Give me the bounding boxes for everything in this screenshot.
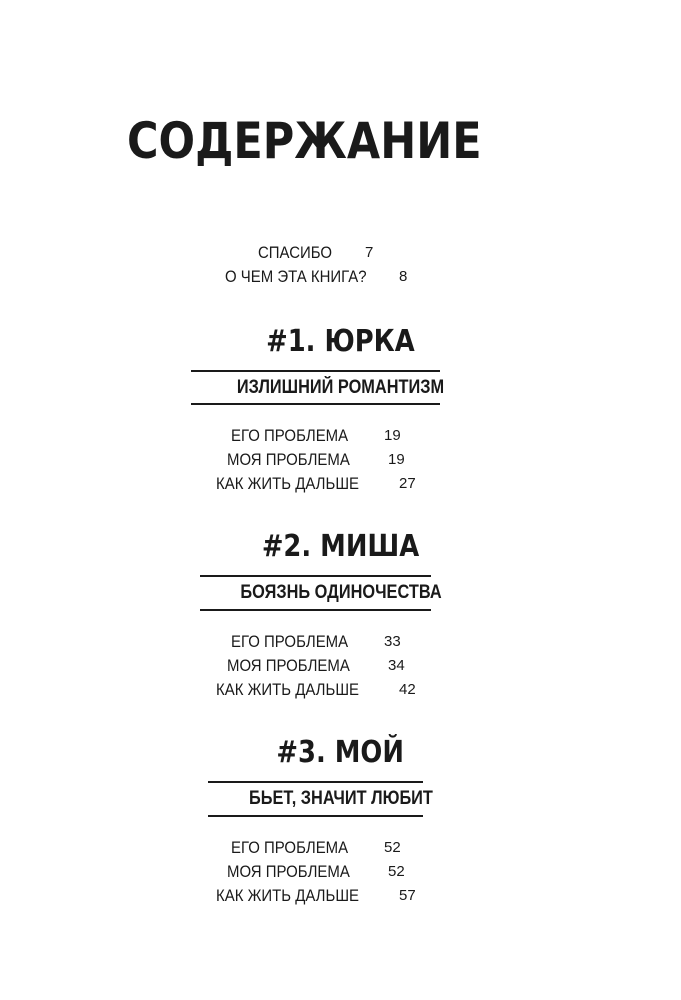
toc-entry-page: 27 [399,475,416,492]
toc-entry[interactable] [0,424,681,448]
chapter-divider [208,781,423,783]
toc-entry[interactable] [0,860,681,884]
toc-entry-page: 34 [388,657,405,674]
page-title: СОДЕРЖАНИЕ [127,112,482,170]
chapter-subtitle: БОЯЗНЬ ОДИНОЧЕСТВА [239,582,442,603]
chapter-divider [200,575,431,577]
toc-entry-label: МОЯ ПРОБЛЕМА [227,450,350,469]
toc-entry-label: ЕГО ПРОБЛЕМА [231,426,349,445]
toc-entry-label: КАК ЖИТЬ ДАЛЬШЕ [216,886,360,905]
chapter-divider [200,609,431,611]
toc-entry-page: 7 [365,244,374,261]
toc-entry[interactable] [0,654,681,678]
toc-entry[interactable] [0,630,681,654]
toc-entry-label: КАК ЖИТЬ ДАЛЬШЕ [216,474,360,493]
toc-entry-page: 33 [384,633,401,650]
toc-entry-label: ЕГО ПРОБЛЕМА [231,838,349,857]
toc-entry-page: 42 [399,681,416,698]
toc-entry[interactable] [0,448,681,472]
chapter-heading: #2. МИША [261,529,420,564]
chapter-heading: #1. ЮРКА [266,324,415,359]
toc-entry-label: ЕГО ПРОБЛЕМА [231,632,349,651]
chapter-subtitle: ИЗЛИШНИЙ РОМАНТИЗМ [236,377,445,398]
toc-entry-page: 19 [388,451,405,468]
toc-entry-page: 52 [384,839,401,856]
toc-entry-page: 52 [388,863,405,880]
toc-entry-page: 8 [399,268,408,285]
toc-entry-page: 19 [384,427,401,444]
toc-entry-label: МОЯ ПРОБЛЕМА [227,656,350,675]
toc-entry-label: МОЯ ПРОБЛЕМА [227,862,350,881]
toc-entry-label: КАК ЖИТЬ ДАЛЬШЕ [216,680,360,699]
chapter-subtitle: БЬЕТ, ЗНАЧИТ ЛЮБИТ [248,788,433,809]
chapter-divider [191,403,440,405]
toc-entry[interactable] [0,836,681,860]
toc-entry[interactable] [0,472,681,496]
toc-entry[interactable] [0,265,681,289]
chapter-heading: #3. МОЙ [276,735,405,770]
toc-entry[interactable] [0,678,681,702]
toc-entry[interactable] [0,241,681,265]
toc-entry-page: 57 [399,887,416,904]
toc-entry[interactable] [0,884,681,908]
chapter-divider [208,815,423,817]
toc-entry-label: СПАСИБО [258,243,333,262]
toc-entry-label: О ЧЕМ ЭТА КНИГА? [225,267,367,286]
chapter-divider [191,370,440,372]
